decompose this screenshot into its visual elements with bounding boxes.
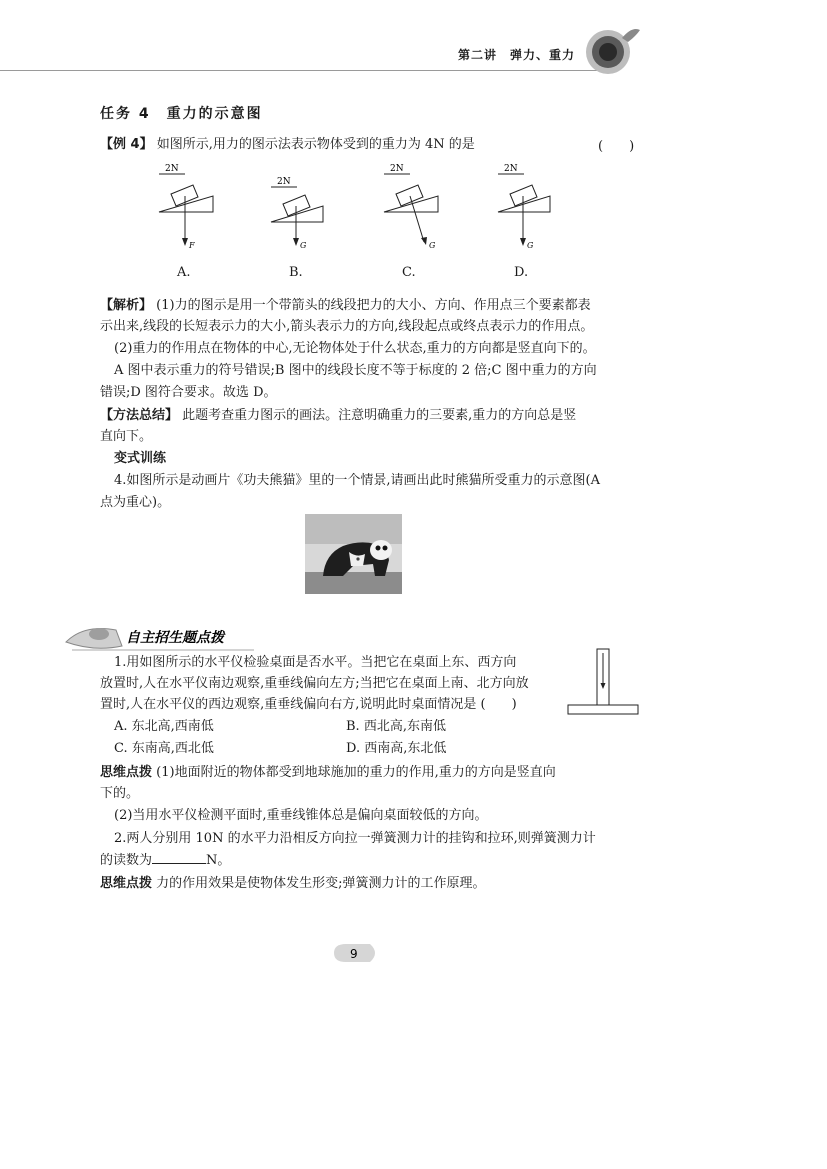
hint1-text-1: (1)地面附近的物体都受到地球施加的重力的作用,重力的方向是竖直向 [156, 765, 556, 780]
variant-title: 变式训练 [114, 451, 167, 466]
q1-option-b: B. 西北高,东南低 [346, 719, 446, 734]
figure-d-force: G [527, 241, 534, 250]
q1-text-3: 置时,人在水平仪的西边观察,重垂线偏向右方,说明此时桌面情况是 [100, 697, 477, 712]
option-b-label: B. [289, 265, 303, 280]
hint1-line-1 [100, 762, 556, 783]
header-rule [0, 70, 600, 71]
analysis-line-2: 示出来,线段的长短表示力的大小,箭头表示力的方向,线段起点或终点表示力的作用点。 [100, 319, 594, 334]
spirit-level-figure [565, 647, 640, 719]
page-number-badge [330, 942, 380, 964]
hint2-text: 力的作用效果是使物体发生形变;弹簧测力计的工作原理。 [156, 876, 486, 891]
q2-text-pre: 的读数为 [100, 853, 153, 868]
q2-line-2 [100, 850, 230, 871]
variant-q4-line-2: 点为重心)。 [100, 495, 171, 510]
page-number: 9 [350, 947, 358, 961]
q2-answer-blank[interactable] [152, 863, 206, 864]
figure-b-scale: 2N [277, 177, 291, 187]
hint1-line-2: 下的。 [100, 786, 140, 801]
q1-paren: ( ) [480, 697, 517, 712]
figure-c [380, 160, 455, 260]
q1-line-3 [100, 694, 517, 715]
option-c-label: C. [402, 265, 416, 280]
hint2-label: 思维点拨 [100, 876, 153, 891]
q2-line-1: 2.两人分别用 10N 的水平力沿相反方向拉一弹簧测力计的挂钩和拉环,则弹簧测力计 [114, 831, 596, 846]
chapter-logo-icon [582, 20, 642, 80]
analysis-line-3: (2)重力的作用点在物体的中心,无论物体处于什么状态,重力的方向都是竖直向下的。 [114, 341, 596, 356]
analysis-line-5: 错误;D 图符合要求。故选 D。 [100, 385, 277, 400]
hint2-line [100, 873, 486, 894]
method-text-1: 此题考查重力图示的画法。注意明确重力的三要素,重力的方向总是竖 [182, 408, 577, 423]
example-label: 【例 4】 [100, 137, 153, 152]
section-title-banner [64, 612, 264, 654]
q1-option-a: A. 东北高,西南低 [114, 719, 214, 734]
method-line-2: 直向下。 [100, 429, 153, 444]
figure-c-scale: 2N [390, 164, 404, 174]
method-label: 【方法总结】 [100, 408, 179, 423]
figure-c-force: G [429, 241, 436, 250]
figure-a-scale: 2N [165, 164, 179, 174]
task-title: 任务 4 重力的示意图 [100, 106, 263, 122]
option-a-label: A. [177, 265, 191, 280]
analysis-line-4: A 图中表示重力的符号错误;B 图中的线段长度不等于标度的 2 倍;C 图中重力的方向 [114, 363, 597, 378]
analysis-label: 【解析】 [100, 298, 153, 313]
section-title-text: 自主招生题点拨 [126, 630, 224, 646]
method-line-1 [100, 405, 576, 426]
q2-text-post: N。 [206, 853, 231, 868]
figure-a [155, 160, 230, 260]
figure-d-scale: 2N [504, 164, 518, 174]
option-d-label: D. [514, 265, 529, 280]
analysis-line-1 [100, 295, 591, 316]
figure-b-force: G [300, 241, 307, 250]
q1-option-c: C. 东南高,西北低 [114, 741, 214, 756]
figure-a-force: F [189, 241, 195, 250]
chapter-title: 第二讲 弹力、重力 [458, 48, 576, 62]
figure-b [265, 160, 340, 260]
q1-option-d: D. 西南高,东北低 [346, 741, 447, 756]
variant-q4-line-1: 4.如图所示是动画片《功夫熊猫》里的一个情景,请画出此时熊猫所受重力的示意图(A [114, 473, 600, 488]
example-question [100, 134, 475, 155]
hint1-label: 思维点拨 [100, 765, 153, 780]
example-question-text: 如图所示,用力的图示法表示物体受到的重力为 4N 的是 [156, 137, 475, 152]
q1-line-1: 1.用如图所示的水平仪检验桌面是否水平。当把它在桌面上东、西方向 [114, 655, 517, 670]
figure-d [492, 160, 567, 260]
hint1-line-3: (2)当用水平仪检测平面时,重垂线锥体总是偏向桌面较低的方向。 [114, 808, 488, 823]
q1-line-2: 放置时,人在水平仪南边观察,重垂线偏向左方;当把它在桌面上南、北方向放 [100, 676, 529, 691]
kungfu-panda-image [305, 514, 402, 594]
analysis-text-1: (1)力的图示是用一个带箭头的线段把力的大小、方向、作用点三个要素都表 [156, 298, 591, 313]
answer-paren: ( ) [598, 139, 635, 154]
